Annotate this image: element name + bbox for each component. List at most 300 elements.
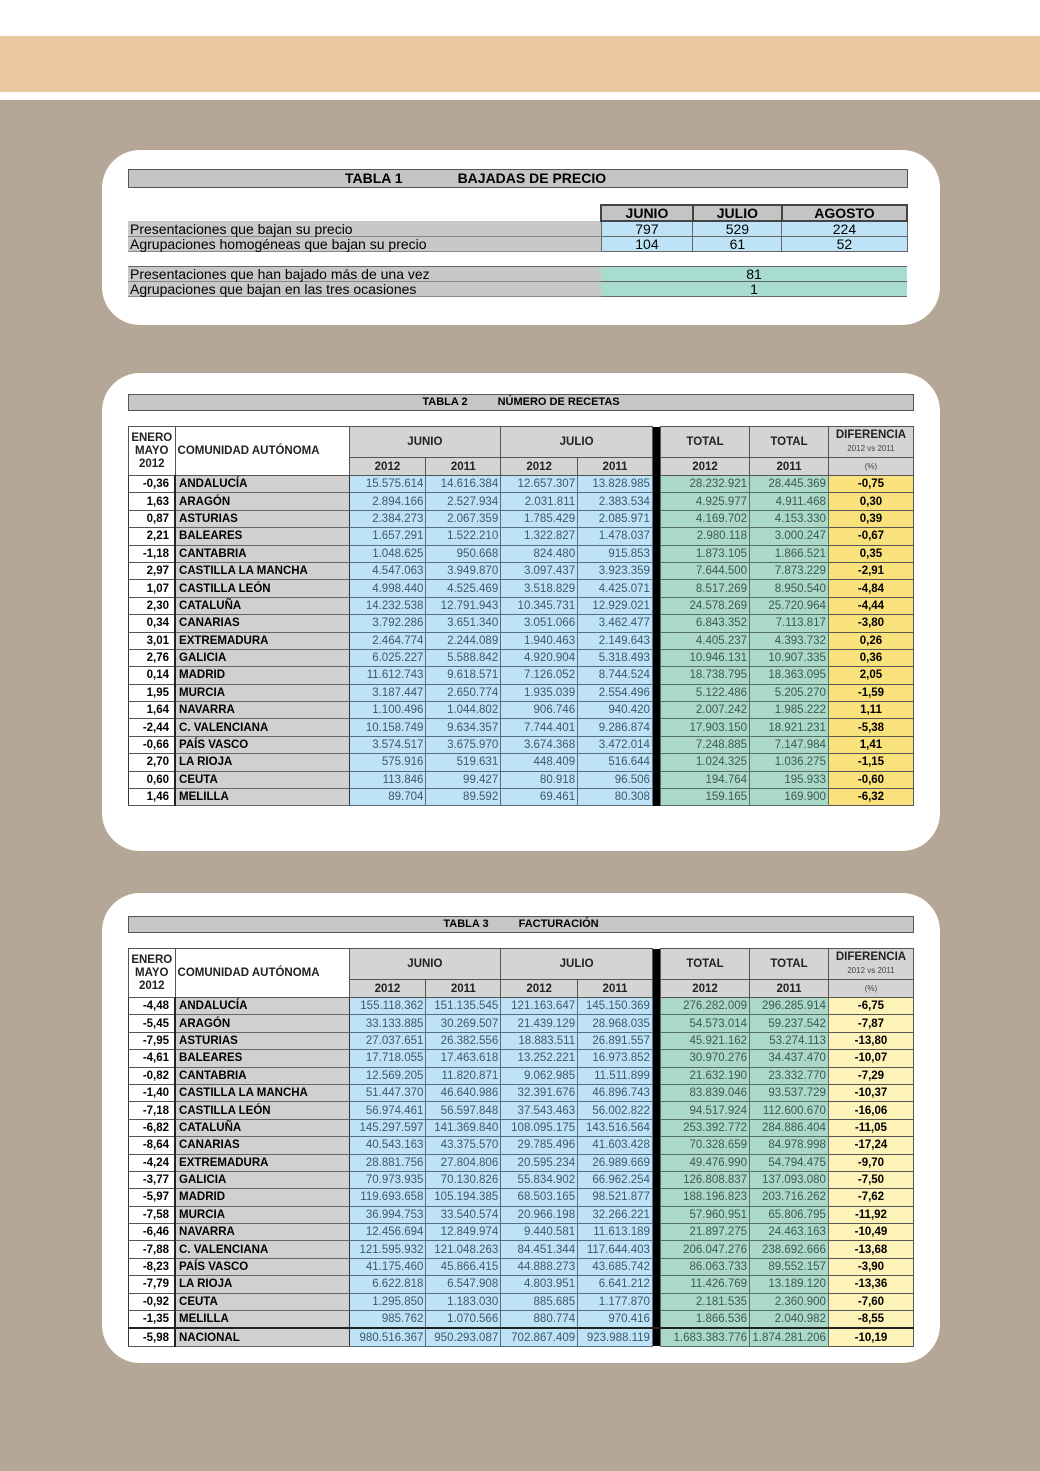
cell-tot12: 1.024.325 [661, 754, 750, 771]
cell-tot11: 112.600.670 [750, 1102, 829, 1119]
cell-jun11: 46.640.986 [426, 1084, 501, 1101]
cell-diferencia: -8,55 [828, 1311, 913, 1329]
cell-tot11: 238.692.666 [750, 1241, 829, 1258]
cell-jun12: 10.158.749 [349, 719, 426, 736]
table2 [128, 394, 914, 806]
cell-diferencia: -11,05 [828, 1119, 913, 1136]
enero-mayo-value: -4,48 [129, 998, 176, 1015]
cell-jul12: 84.451.344 [501, 1241, 578, 1258]
col-header-total-2011: TOTAL [750, 427, 829, 458]
column-separator [652, 510, 660, 527]
cell-jul12: 3.097.437 [501, 562, 578, 579]
enero-mayo-value: -1,40 [129, 1084, 176, 1101]
cell-tot12: 54.573.014 [661, 1015, 750, 1032]
cell-jun12: 121.595.932 [349, 1241, 426, 1258]
column-separator [652, 1258, 660, 1275]
column-separator [652, 649, 660, 666]
cell-jul12: 20.966.198 [501, 1206, 578, 1223]
cell-diferencia: -7,50 [828, 1171, 913, 1188]
row-label: Agrupaciones homogéneas que bajan su precio [128, 237, 601, 252]
cell-jul11: 1.177.870 [578, 1293, 653, 1310]
cell-value: 529 [693, 221, 782, 237]
enero-mayo-value: -4,61 [129, 1050, 176, 1067]
cell-jun11: 1.070.566 [426, 1311, 501, 1329]
comunidad-name: CEUTA [175, 1293, 349, 1310]
cell-jun11: 3.675.970 [426, 736, 501, 753]
comunidad-name: GALICIA [175, 649, 349, 666]
cell-diferencia: -10,19 [828, 1328, 913, 1346]
header-band [0, 36, 1040, 92]
col-header-year: 2011 [426, 458, 501, 476]
cell-tot12: 17.903.150 [661, 719, 750, 736]
table3 [128, 916, 914, 1347]
cell-tot12: 45.921.162 [661, 1032, 750, 1049]
cell-tot11: 1.985.222 [750, 702, 829, 719]
row-label: Presentaciones que han bajado más de una vez [128, 267, 601, 282]
cell-tot12: 10.946.131 [661, 649, 750, 666]
enero-mayo-value: -7,95 [129, 1032, 176, 1049]
column-separator [652, 1241, 660, 1258]
cell-tot12: 30.970.276 [661, 1050, 750, 1067]
col-header-year: 2012 [661, 458, 750, 476]
enero-mayo-value: -8,23 [129, 1258, 176, 1275]
cell-jun12: 12.569.205 [349, 1067, 426, 1084]
cell-diferencia: -3,90 [828, 1258, 913, 1275]
cell-jun11: 33.540.574 [426, 1206, 501, 1223]
cell-jul12: 12.657.307 [501, 476, 578, 493]
cell-diferencia: -6,75 [828, 998, 913, 1015]
table-row [129, 1224, 914, 1241]
comunidad-name: EXTREMADURA [175, 1154, 349, 1171]
table-row [128, 282, 907, 297]
table-row [128, 267, 907, 282]
cell-jul11: 3.472.014 [578, 736, 653, 753]
table-row [129, 1276, 914, 1293]
comunidad-name: CASTILLA LEÓN [175, 580, 349, 597]
cell-tot11: 2.360.900 [750, 1293, 829, 1310]
comunidad-name: NACIONAL [175, 1328, 349, 1346]
comunidad-name: C. VALENCIANA [175, 719, 349, 736]
cell-jun11: 14.616.384 [426, 476, 501, 493]
comunidad-name: CANARIAS [175, 1137, 349, 1154]
cell-jul11: 46.896.743 [578, 1084, 653, 1101]
cell-diferencia: -4,84 [828, 580, 913, 597]
cell-diferencia: -13,36 [828, 1276, 913, 1293]
comunidad-name: NAVARRA [175, 1224, 349, 1241]
comunidad-name: CATALUÑA [175, 1119, 349, 1136]
comunidad-name: ANDALUCÍA [175, 476, 349, 493]
table3-number: TABLA 3 [443, 918, 489, 930]
table-row [129, 1015, 914, 1032]
cell-jun11: 89.592 [426, 789, 501, 806]
cell-diferencia: -0,67 [828, 528, 913, 545]
col-header-agosto: AGOSTO [782, 205, 907, 221]
table-row [129, 528, 914, 545]
column-separator [652, 719, 660, 736]
table-row [129, 1293, 914, 1310]
table-row [129, 1311, 914, 1329]
table-row [129, 476, 914, 493]
cell-jul11: 3.923.359 [578, 562, 653, 579]
cell-diferencia: 0,39 [828, 510, 913, 527]
enero-mayo-value: -1,18 [129, 545, 176, 562]
column-separator [652, 545, 660, 562]
cell-diferencia: 0,35 [828, 545, 913, 562]
col-header-year: 2011 [426, 980, 501, 998]
comunidad-name: BALEARES [175, 528, 349, 545]
col-header-julio: JULIO [693, 205, 782, 221]
cell-tot11: 284.886.404 [750, 1119, 829, 1136]
cell-jul12: 44.888.273 [501, 1258, 578, 1275]
cell-value: 1 [601, 282, 907, 297]
cell-jul11: 13.828.985 [578, 476, 653, 493]
col-header-year: 2012 [349, 458, 426, 476]
table-row [129, 493, 914, 510]
cell-tot12: 253.392.772 [661, 1119, 750, 1136]
cell-jul12: 4.803.951 [501, 1276, 578, 1293]
cell-jul11: 1.478.037 [578, 528, 653, 545]
enero-mayo-value: 0,60 [129, 771, 176, 788]
column-separator [652, 1137, 660, 1154]
cell-diferencia: -4,44 [828, 597, 913, 614]
cell-diferencia: 0,30 [828, 493, 913, 510]
cell-jul11: 117.644.403 [578, 1241, 653, 1258]
enero-mayo-value: -3,77 [129, 1171, 176, 1188]
comunidad-name: C. VALENCIANA [175, 1241, 349, 1258]
column-separator [652, 684, 660, 701]
enero-mayo-value: 1,07 [129, 580, 176, 597]
cell-jul11: 940.420 [578, 702, 653, 719]
col-header-year: 2011 [750, 980, 829, 998]
cell-tot11: 7.147.984 [750, 736, 829, 753]
cell-tot11: 4.911.468 [750, 493, 829, 510]
cell-tot12: 2.181.535 [661, 1293, 750, 1310]
column-separator [652, 476, 660, 493]
cell-tot11: 34.437.470 [750, 1050, 829, 1067]
header-enero: ENERO [131, 431, 173, 444]
cell-diferencia: -7,60 [828, 1293, 913, 1310]
cell-tot12: 18.738.795 [661, 667, 750, 684]
table-row [129, 719, 914, 736]
col-header-total-2012: TOTAL [661, 427, 750, 458]
header-year-2012: 2012 [138, 457, 165, 470]
cell-tot11: 25.720.964 [750, 597, 829, 614]
cell-jul11: 41.603.428 [578, 1137, 653, 1154]
cell-jun11: 43.375.570 [426, 1137, 501, 1154]
cell-diferencia: 0,36 [828, 649, 913, 666]
comunidad-name: CANARIAS [175, 615, 349, 632]
table3-title-bar [128, 916, 914, 933]
enero-mayo-value: 1,46 [129, 789, 176, 806]
enero-mayo-value: -2,44 [129, 719, 176, 736]
col-header-enero-mayo [129, 427, 176, 476]
column-separator [652, 736, 660, 753]
cell-tot12: 276.282.009 [661, 998, 750, 1015]
cell-value: 61 [693, 237, 782, 252]
comunidad-name: EXTREMADURA [175, 632, 349, 649]
table-row [128, 237, 907, 252]
table-row [129, 615, 914, 632]
cell-jul12: 13.252.221 [501, 1050, 578, 1067]
cell-jul12: 1.322.827 [501, 528, 578, 545]
cell-value: 52 [782, 237, 907, 252]
column-separator [652, 562, 660, 579]
col-header-diferencia [828, 949, 913, 980]
cell-jun12: 2.894.166 [349, 493, 426, 510]
cell-jun12: 40.543.163 [349, 1137, 426, 1154]
comunidad-name: MELILLA [175, 1311, 349, 1329]
cell-diferencia: -10,07 [828, 1050, 913, 1067]
cell-jun11: 12.791.943 [426, 597, 501, 614]
enero-mayo-value: 2,76 [129, 649, 176, 666]
table-row [129, 754, 914, 771]
cell-jun12: 12.456.694 [349, 1224, 426, 1241]
enero-mayo-value: -7,79 [129, 1276, 176, 1293]
cell-jul12: 32.391.676 [501, 1084, 578, 1101]
table1-card [102, 150, 940, 325]
cell-diferencia: 1,41 [828, 736, 913, 753]
cell-jul12: 7.744.401 [501, 719, 578, 736]
cell-diferencia: -16,06 [828, 1102, 913, 1119]
cell-jul11: 516.644 [578, 754, 653, 771]
column-separator [652, 1171, 660, 1188]
enero-mayo-value: 2,21 [129, 528, 176, 545]
cell-jul11: 26.891.557 [578, 1032, 653, 1049]
cell-tot11: 93.537.729 [750, 1084, 829, 1101]
column-separator [652, 615, 660, 632]
cell-tot12: 21.632.190 [661, 1067, 750, 1084]
header-year-2012: 2012 [138, 979, 165, 992]
cell-jul11: 5.318.493 [578, 649, 653, 666]
col-header-junio: JUNIO [349, 949, 501, 980]
cell-jun12: 575.916 [349, 754, 426, 771]
cell-tot11: 89.552.157 [750, 1258, 829, 1275]
table2-title-bar [128, 394, 914, 411]
enero-mayo-value: 2,97 [129, 562, 176, 579]
spacer-row [128, 252, 907, 267]
cell-diferencia: -1,15 [828, 754, 913, 771]
enero-mayo-value: -1,35 [129, 1311, 176, 1329]
table-row [129, 1137, 914, 1154]
column-separator [652, 754, 660, 771]
enero-mayo-value: -4,24 [129, 1154, 176, 1171]
cell-value: 104 [601, 237, 693, 252]
enero-mayo-value: -5,97 [129, 1189, 176, 1206]
table-row [129, 789, 914, 806]
cell-tot12: 4.405.237 [661, 632, 750, 649]
cell-jul11: 80.308 [578, 789, 653, 806]
cell-jul12: 1.935.039 [501, 684, 578, 701]
header-diferencia: DIFERENCIA [835, 951, 907, 963]
cell-jun11: 1.183.030 [426, 1293, 501, 1310]
comunidad-name: NAVARRA [175, 702, 349, 719]
cell-jun11: 151.135.545 [426, 998, 501, 1015]
enero-mayo-value: 2,30 [129, 597, 176, 614]
column-separator [652, 1015, 660, 1032]
cell-tot11: 28.445.369 [750, 476, 829, 493]
cell-tot11: 8.950.540 [750, 580, 829, 597]
cell-tot11: 7.873.229 [750, 562, 829, 579]
cell-jul11: 26.989.669 [578, 1154, 653, 1171]
cell-jul12: 3.051.066 [501, 615, 578, 632]
cell-jul11: 32.266.221 [578, 1206, 653, 1223]
cell-tot12: 1.683.383.776 [661, 1328, 750, 1346]
cell-jun11: 2.527.934 [426, 493, 501, 510]
cell-tot12: 6.843.352 [661, 615, 750, 632]
cell-jul12: 1.940.463 [501, 632, 578, 649]
enero-mayo-value: 2,70 [129, 754, 176, 771]
enero-mayo-value: -6,82 [129, 1119, 176, 1136]
cell-tot12: 70.328.659 [661, 1137, 750, 1154]
column-separator [652, 1189, 660, 1206]
col-header-comunidad: COMUNIDAD AUTÓNOMA [175, 427, 349, 476]
col-header-year: 2012 [349, 980, 426, 998]
cell-tot12: 11.426.769 [661, 1276, 750, 1293]
cell-jul12: 1.785.429 [501, 510, 578, 527]
comunidad-name: CATALUÑA [175, 597, 349, 614]
cell-tot11: 24.463.163 [750, 1224, 829, 1241]
cell-jul12: 4.920.904 [501, 649, 578, 666]
cell-jul12: 20.595.234 [501, 1154, 578, 1171]
cell-jun12: 4.998.440 [349, 580, 426, 597]
cell-jul11: 11.511.899 [578, 1067, 653, 1084]
cell-tot12: 7.248.885 [661, 736, 750, 753]
enero-mayo-value: -0,82 [129, 1067, 176, 1084]
column-separator [652, 1206, 660, 1223]
header-pct: (%) [864, 462, 878, 471]
column-separator [652, 580, 660, 597]
cell-jun12: 28.881.756 [349, 1154, 426, 1171]
column-separator [652, 1293, 660, 1310]
cell-tot11: 1.874.281.206 [750, 1328, 829, 1346]
cell-jun12: 36.994.753 [349, 1206, 426, 1223]
table-row [129, 510, 914, 527]
cell-diferencia: -2,91 [828, 562, 913, 579]
cell-diferencia: -0,60 [828, 771, 913, 788]
cell-tot11: 18.363.095 [750, 667, 829, 684]
comunidad-name: ARAGÓN [175, 493, 349, 510]
column-separator [652, 949, 660, 998]
cell-jul12: 7.126.052 [501, 667, 578, 684]
cell-tot11: 4.393.732 [750, 632, 829, 649]
col-header-junio: JUNIO [349, 427, 501, 458]
cell-jun12: 41.175.460 [349, 1258, 426, 1275]
table-row [129, 1328, 914, 1346]
cell-tot11: 84.978.998 [750, 1137, 829, 1154]
column-separator [652, 1067, 660, 1084]
col-header-total-2011: TOTAL [750, 949, 829, 980]
table-row [129, 1258, 914, 1275]
cell-jun12: 89.704 [349, 789, 426, 806]
cell-jul11: 970.416 [578, 1311, 653, 1329]
comunidad-name: CASTILLA LEÓN [175, 1102, 349, 1119]
cell-jul11: 56.002.822 [578, 1102, 653, 1119]
comunidad-name: MELILLA [175, 789, 349, 806]
cell-tot11: 3.000.247 [750, 528, 829, 545]
comunidad-name: CEUTA [175, 771, 349, 788]
cell-jul11: 2.085.971 [578, 510, 653, 527]
cell-jun12: 119.693.658 [349, 1189, 426, 1206]
cell-jun12: 980.516.367 [349, 1328, 426, 1346]
comunidad-name: CANTABRIA [175, 545, 349, 562]
cell-jun12: 2.384.273 [349, 510, 426, 527]
column-separator [652, 1328, 660, 1346]
cell-jul12: 80.918 [501, 771, 578, 788]
cell-jul12: 69.461 [501, 789, 578, 806]
table-row [129, 1050, 914, 1067]
enero-mayo-value: 0,87 [129, 510, 176, 527]
table1-title-bar [128, 169, 908, 188]
cell-jun11: 99.427 [426, 771, 501, 788]
column-separator [652, 1154, 660, 1171]
cell-tot12: 1.873.105 [661, 545, 750, 562]
cell-jun11: 11.820.871 [426, 1067, 501, 1084]
cell-jun11: 2.244.089 [426, 632, 501, 649]
cell-jul12: 702.867.409 [501, 1328, 578, 1346]
table-row [129, 1084, 914, 1101]
cell-jul11: 6.641.212 [578, 1276, 653, 1293]
comunidad-name: CASTILLA LA MANCHA [175, 1084, 349, 1101]
comunidad-name: ASTURIAS [175, 1032, 349, 1049]
col-header-year: 2011 [578, 458, 653, 476]
cell-diferencia: 2,05 [828, 667, 913, 684]
cell-diferencia: -11,92 [828, 1206, 913, 1223]
table-row [129, 1154, 914, 1171]
comunidad-name: ARAGÓN [175, 1015, 349, 1032]
cell-jun12: 1.100.496 [349, 702, 426, 719]
cell-jun11: 30.269.507 [426, 1015, 501, 1032]
cell-jul11: 16.973.852 [578, 1050, 653, 1067]
comunidad-name: MADRID [175, 667, 349, 684]
cell-jul11: 915.853 [578, 545, 653, 562]
table2-title: NÚMERO DE RECETAS [497, 396, 620, 408]
cell-tot11: 13.189.120 [750, 1276, 829, 1293]
cell-jul11: 2.383.534 [578, 493, 653, 510]
cell-jul12: 885.685 [501, 1293, 578, 1310]
table1-grid [128, 204, 908, 297]
cell-jul11: 143.516.564 [578, 1119, 653, 1136]
cell-tot11: 203.716.262 [750, 1189, 829, 1206]
cell-jun11: 3.949.870 [426, 562, 501, 579]
table-row [129, 562, 914, 579]
col-header-year: 2012 [661, 980, 750, 998]
header-diferencia: DIFERENCIA [835, 429, 907, 441]
table2-card [102, 373, 940, 851]
comunidad-name: LA RIOJA [175, 1276, 349, 1293]
column-separator [652, 1102, 660, 1119]
cell-jun11: 9.618.571 [426, 667, 501, 684]
header-row [129, 949, 914, 980]
cell-jun11: 2.067.359 [426, 510, 501, 527]
column-separator [652, 632, 660, 649]
enero-mayo-value: -5,45 [129, 1015, 176, 1032]
header-diferencia-sub: 2012 vs 2011 [847, 444, 895, 453]
cell-tot11: 2.040.982 [750, 1311, 829, 1329]
cell-diferencia: -13,80 [828, 1032, 913, 1049]
cell-jun12: 56.974.461 [349, 1102, 426, 1119]
cell-diferencia: 0,26 [828, 632, 913, 649]
cell-tot12: 4.925.977 [661, 493, 750, 510]
cell-tot12: 28.232.921 [661, 476, 750, 493]
table-row [129, 736, 914, 753]
column-separator [652, 493, 660, 510]
col-header-year: 2011 [750, 458, 829, 476]
enero-mayo-value: 3,01 [129, 632, 176, 649]
cell-jun11: 56.597.848 [426, 1102, 501, 1119]
cell-tot11: 5.205.270 [750, 684, 829, 701]
comunidad-name: PAÍS VASCO [175, 736, 349, 753]
cell-value: 81 [601, 267, 907, 282]
